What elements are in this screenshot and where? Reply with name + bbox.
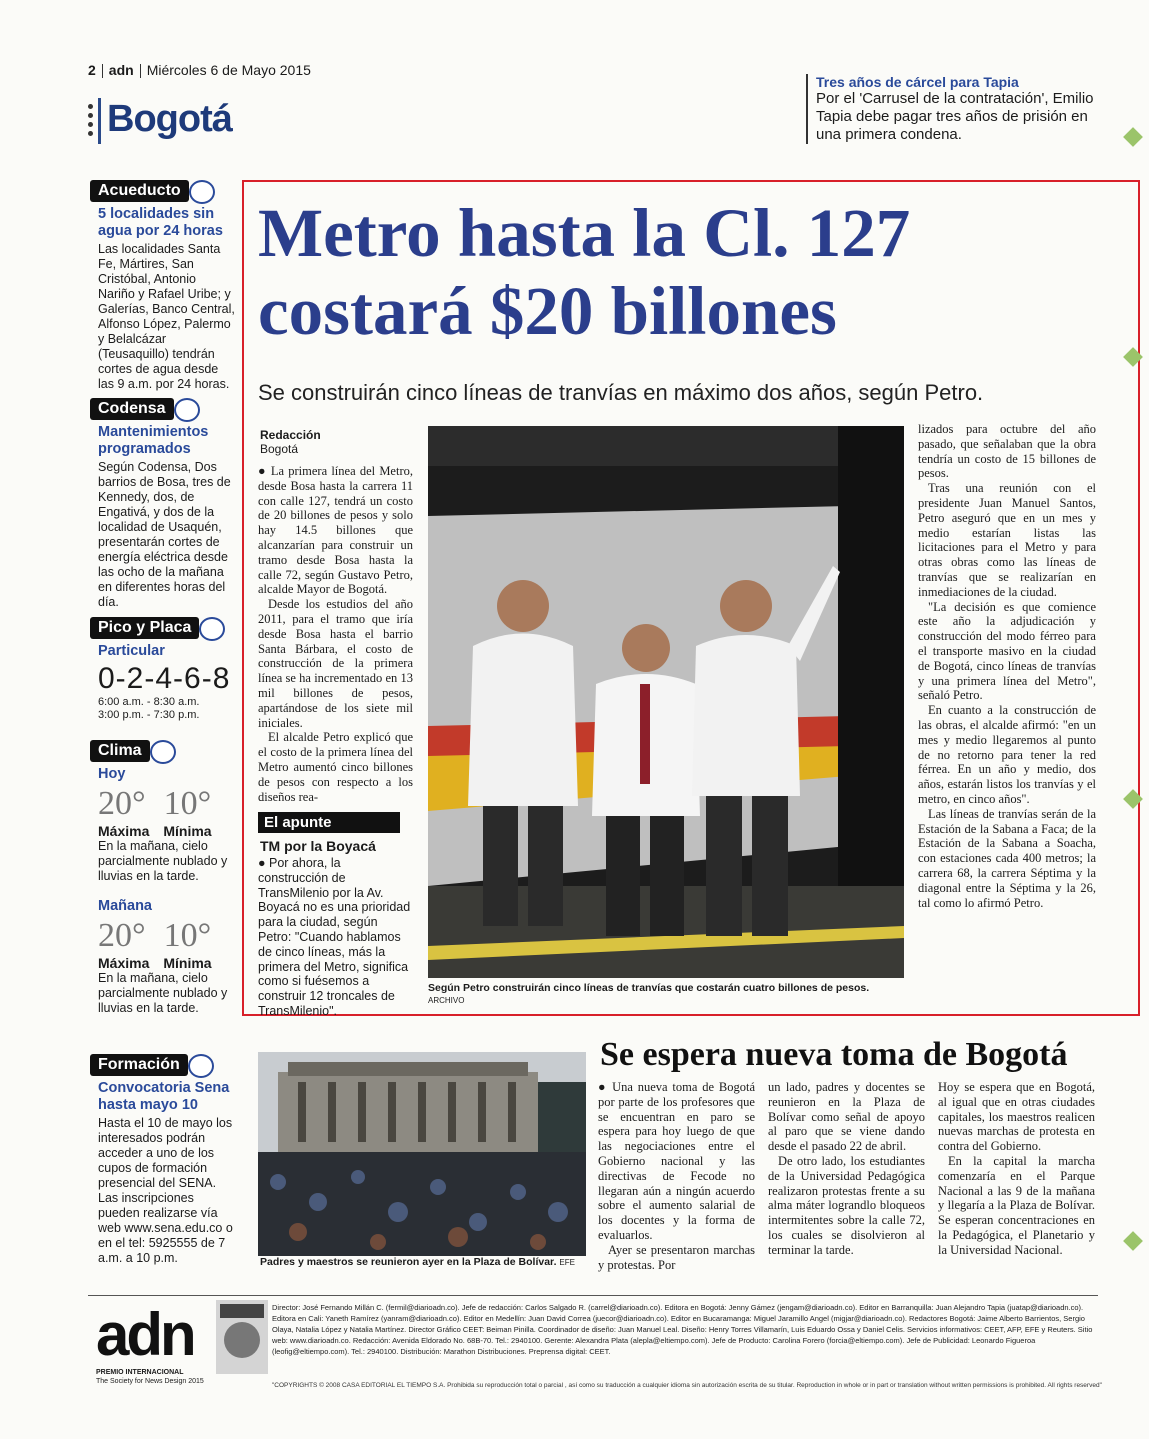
- issue-date: Miércoles 6 de Mayo 2015: [146, 62, 311, 78]
- plaza-photo: [258, 1052, 586, 1256]
- main-photo: [428, 426, 904, 978]
- speech-bubble-icon: [189, 180, 215, 204]
- main-deck: Se construirán cinco líneas de tranvías en máximo dos años, según Petro.: [258, 380, 984, 405]
- speech-bubble-icon: [188, 1054, 214, 1078]
- section-header: [88, 98, 232, 144]
- main-photo-caption: Según Petro construirán cinco líneas de tranvías que costarán cuatro billones de pesos. ARCHIVO: [428, 982, 870, 1005]
- apunte-label: El apunte: [258, 812, 400, 833]
- brief-acueducto: [90, 180, 236, 392]
- manana-label: Mañana: [98, 898, 152, 914]
- maxmin-labels: Máxima Mínima: [98, 955, 212, 971]
- apunte-headline: TM por la Boyacá: [260, 838, 376, 854]
- brief-body: Las localidades Santa Fe, Mártires, San Cristóbal, Antonio Nariño y Rafael Uribe; y Galerías, Banco Central, Alfonso López, Palermo y Belalcázar (Teusaquillo) tendrán cortes de agua desde las 9 a.m. por 24 horas.: [98, 242, 235, 391]
- section-title: Bogotá: [107, 98, 232, 140]
- label-pico-placa: Pico y Placa: [90, 617, 199, 639]
- adn-logo: adn: [96, 1301, 194, 1368]
- manana-desc: En la mañana, cielo parcialmente nublado y lluvias en la tarde.: [98, 971, 228, 1015]
- brief-body: Hasta el 10 de mayo los interesados podrán acceder a uno de los cupos de formación presencial del SENA. Las inscripciones pueden realizarse vía web www.sena.edu.co o en el tel: 5925555 de 7 a.m. a 10 p.m.: [98, 1116, 233, 1265]
- brand-mini: adn: [108, 62, 134, 78]
- plaza-caption: Padres y maestros se reunieron ayer en la Plaza de Bolívar. EFE: [260, 1256, 575, 1268]
- brief-clima: [90, 740, 236, 1016]
- hoy-label: Hoy: [98, 766, 126, 782]
- apunte-body: ● Por ahora, la construcción de TransMilenio por la Av. Boyacá no es una prioridad para la ciudad, según Petro: "Cuando hablamos de cinco líneas, más la primera del Metro, significa como si fuésemos a construir 12 troncales de TransMilenio".: [258, 856, 411, 1018]
- main-column-1: ● La primera línea del Metro, desde Bosa hasta la carrera 11 con calle 127, tendrá un costo de 20 billones de pesos y solo hay 14.5 billones que alcanzarían para construir un tramo desde Bosa hasta la calle 72, según Gustavo Petro, alcalde Mayor de Bogotá. Desde los estudios del año 2011, para el tramo que iría desde Bosa hasta el barrio Santa Bárbara, el costo de construcción de la primera línea se ha incrementado en 13 mil billones de pesos, apartándose de los siete mil iniciales. El alcalde Petro explicó que el costo de la primera línea del Metro aumentó cinco billones de pesos con respecto a los diseños rea-: [258, 464, 413, 804]
- footer-copyright: "COPYRIGHTS © 2008 CASA EDITORIAL EL TIEMPO S.A. Prohibida su reproducción total o parcial , así como su traducción a cualquier idioma sin autorización escrita de su titular. Reproduction in whole or in part or translation without written permissions is prohibited. All rights reserved": [272, 1382, 1102, 1389]
- footer-rule: [88, 1295, 1098, 1296]
- label-codensa: Codensa: [90, 398, 174, 420]
- brief-pico-placa: [90, 617, 236, 722]
- label-formacion: Formación: [90, 1054, 188, 1076]
- registration-mark-icon: [1123, 1231, 1143, 1251]
- teaser-kicker: Tres años de cárcel para Tapia: [816, 74, 1019, 90]
- plate-digits: 0-2-4-6-8: [98, 662, 231, 695]
- award-badge-icon: [216, 1300, 268, 1374]
- second-headline: Se espera nueva toma de Bogotá: [600, 1036, 1068, 1073]
- manana-temps: 20° 10°: [98, 917, 212, 954]
- hours-morning: 6:00 a.m. - 8:30 a.m.: [98, 696, 200, 708]
- brief-codensa: [90, 398, 236, 610]
- maxmin-labels: Máxima Mínima: [98, 823, 212, 839]
- speech-bubble-icon: [150, 740, 176, 764]
- speech-bubble-icon: [174, 398, 200, 422]
- brief-headline: Convocatoria Sena hasta mayo 10: [98, 1080, 230, 1113]
- pico-sub: Particular: [98, 643, 165, 659]
- label-clima: Clima: [90, 740, 150, 762]
- teaser: [806, 74, 1106, 144]
- hoy-desc: En la mañana, cielo parcialmente nublado y lluvias en la tarde.: [98, 839, 228, 883]
- second-column-3: Hoy se espera que en Bogotá, al igual que en otras ciudades capitales, los maestros realicen nuevas marchas de protesta en contra del Gobierno. En la capital la marcha comenzaría en el Parque Nacional a las 9 de la mañana y llegaría a la Plaza de Bolívar. Se esperan concentraciones en la Pedagógica, el Planetario y la Universidad Nacional.: [938, 1080, 1095, 1257]
- brief-headline: 5 localidades sin agua por 24 horas: [98, 206, 223, 239]
- teaser-body: Por el 'Carrusel de la contratación', Emilio Tapia debe pagar tres años de prisión en una primera condena.: [816, 90, 1094, 143]
- second-column-2: un lado, padres y docentes se reunieron en la Plaza de Bolívar como señal de apoyo al paro que se viene dando desde el pasado 22 de abril. De otro lado, los estudiantes de la Universidad Pedagógica realizaron protestas frente a su alma máter lograndlo bloqueos intermitentes sobre la calle 72, los cuales se disolvieron al terminar la tarde.: [768, 1080, 925, 1257]
- dots-ornament: [88, 104, 94, 140]
- brief-headline: Mantenimientos programados: [98, 424, 209, 457]
- page-number: 2: [88, 62, 96, 78]
- main-column-3: lizados para octubre del año pasado, que señalaban que la obra tendría un costo de 15 billones de pesos. Tras una reunión con el presidente Juan Manuel Santos, Petro aseguró que en un mes y medio estarían listas las licitaciones para el Metro y para otras obras como las líneas de tranvías que se realizarían en inmediaciones de la ciudad. "La decisión es que comience este año la adjudicación y construcción del modo férreo para el transporte masivo en la ciudad de Bogotá, cinco líneas de tranvías y una primera línea del Metro", señaló Petro. En cuanto a la construcción de las obras, el alcalde afirmó: "en un mes y medio llegaremos al punto de no retorno para tener la red férrea. En un año y medio, dos años, estarán listos los tranvías y el metro, en cinco años". Las líneas de tranvías serán de la Estación de la Sabana a Faca; de la Estación de la Sabana a Soacha, con estaciones cada 400 metros; la carrera 68, la carrera Séptima y la diagonal entre la Séptima y la 26, tal como lo afirmó Petro.: [918, 422, 1096, 910]
- hoy-temps: 20° 10°: [98, 785, 212, 822]
- folio: [88, 62, 311, 78]
- main-headline: Metro hasta la Cl. 127 costará $20 billones: [258, 195, 911, 349]
- label-acueducto: Acueducto: [90, 180, 189, 202]
- second-column-1: ● Una nueva toma de Bogotá por parte de los profesores que se encuentran en paro se espera para hoy luego de que las negociaciones entre el Gobierno nacional y las directivas de Fecode no llegaran aún a ningún acuerdo sobre el aumento salarial de los docentes y la forma de evaluarlos. Ayer se presentaron marchas y protestas. Por: [598, 1080, 755, 1272]
- brief-body: Según Codensa, Dos barrios de Bosa, tres de Kennedy, dos, de Engativá, y dos de la localidad de Usaquén, presentarán cortes de energía eléctrica desde las ocho de la mañana en diferentes horas del día.: [98, 460, 231, 609]
- registration-mark-icon: [1123, 127, 1143, 147]
- footer-credits: Director: José Fernando Millán C. (fermil@diarioadn.co). Jefe de redacción: Carlos Salgado R. (carrel@diarioadn.co). Editora en Bogotá: Jenny Gámez (jengam@diarioadn.co). Editor en Barranquilla: Juan Alejandro Tapia (juatap@diarioadn.co). Editora en Cali: Yaneth Ramírez (yanram@diarioadn.co). Editor en Medellín: Juan David Correa (juecor@diarioadn.co). Editor en Bucaramanga: Miguel Jaramillo Angel (migjar@diarioadn.co). Redactores Bogotá: Jaime Alberto Barrientos, Sergio Olaya, Natalia López y Natalia Martínez. Director Gráfico CEET: Beiman Pinilla. Coordinador de diseño: Juan Manuel Leal. Diseño: Henry Torres Villamarín, Luis Eduardo Ossa y Daniel Celis. Servicios informativos: CEET, AFP, EFE y Reuters. Sitio web: www.diarioadn.co. Redacción: Avenida Eldorado No. 68B-70. Tel.: 2940100. Gerente: Alexandra Plata (alepla@eltiempo.com). Jefe de Producto: Carolina Forero (forcia@eltiempo.com). Jefe de Publicidad: Leonardo Figueroa (leofig@eltiempo.com). Tel.: 2940100. Distribución: Marathon Distribuciones. Preprensa digital: CEET.: [272, 1303, 1093, 1356]
- hours-evening: 3:00 p.m. - 7:30 p.m.: [98, 709, 200, 721]
- award-text: PREMIO INTERNACIONAL The Society for News Design 2015: [96, 1369, 204, 1385]
- brief-formacion: [90, 1054, 236, 1266]
- byline: Redacción Bogotá: [260, 428, 321, 456]
- speech-bubble-icon: [199, 617, 225, 641]
